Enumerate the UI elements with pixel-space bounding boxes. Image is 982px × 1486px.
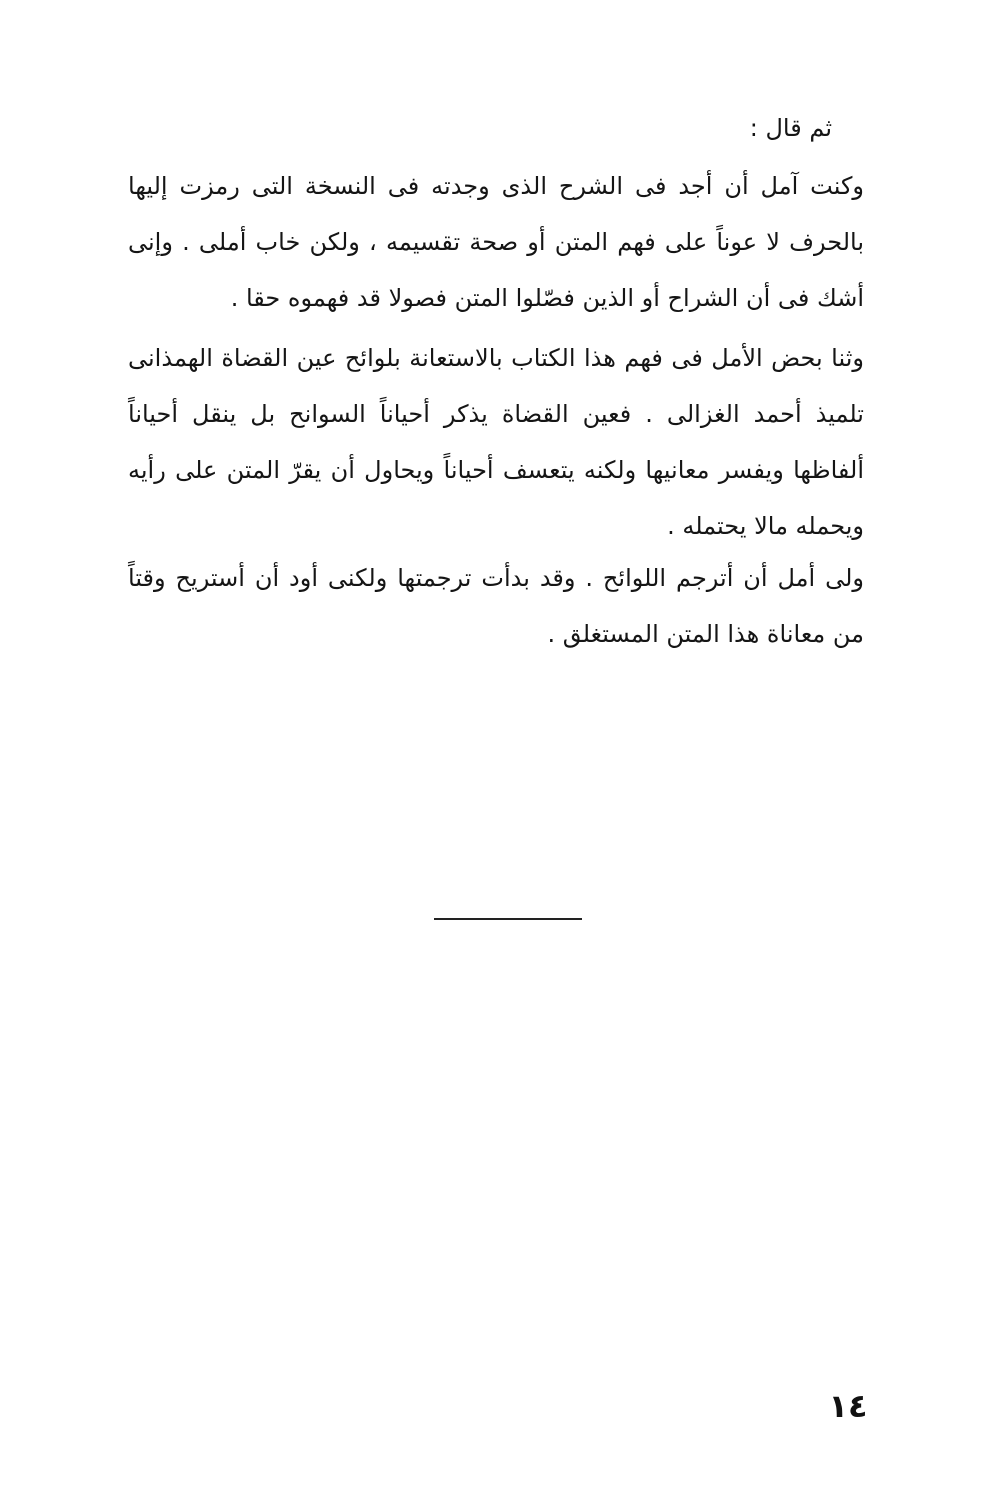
paragraph-1: وكنت آمل أن أجد فى الشرح الذى وجدته فى النسخة التى رمزت إليها بالحرف لا عوناً على فهم المتن أو صحة تقسيمه ، ولكن خاب أملى . وإنى أشك فى أن الشراح أو الذين فصّلوا المتن فصولا قد فهموه حقا . xyxy=(128,172,864,312)
paragraph-2: وثنا بحض الأمل فى فهم هذا الكتاب بالاستعانة بلوائح عين القضاة الهمذانى تلميذ أحمد الغزالى . فعين القضاة يذكر أحياناً السوانح بل ينقل أحياناً ألفاظها ويفسر معانيها ولكنه يتعسف أحياناً ويحاول أن يقرّ المتن على رأيه ويحمله مالا يحتمله . xyxy=(128,344,864,540)
paragraph-3: ولى أمل أن أترجم اللوائح . وقد بدأت ترجمتها ولكنى أود أن أستريح وقتاً من معاناة هذا المتن المستغلق . xyxy=(128,564,864,648)
intro-line: ثم قال : xyxy=(749,114,832,142)
section-divider xyxy=(434,918,582,920)
page-number: ١٤ xyxy=(828,1387,868,1425)
